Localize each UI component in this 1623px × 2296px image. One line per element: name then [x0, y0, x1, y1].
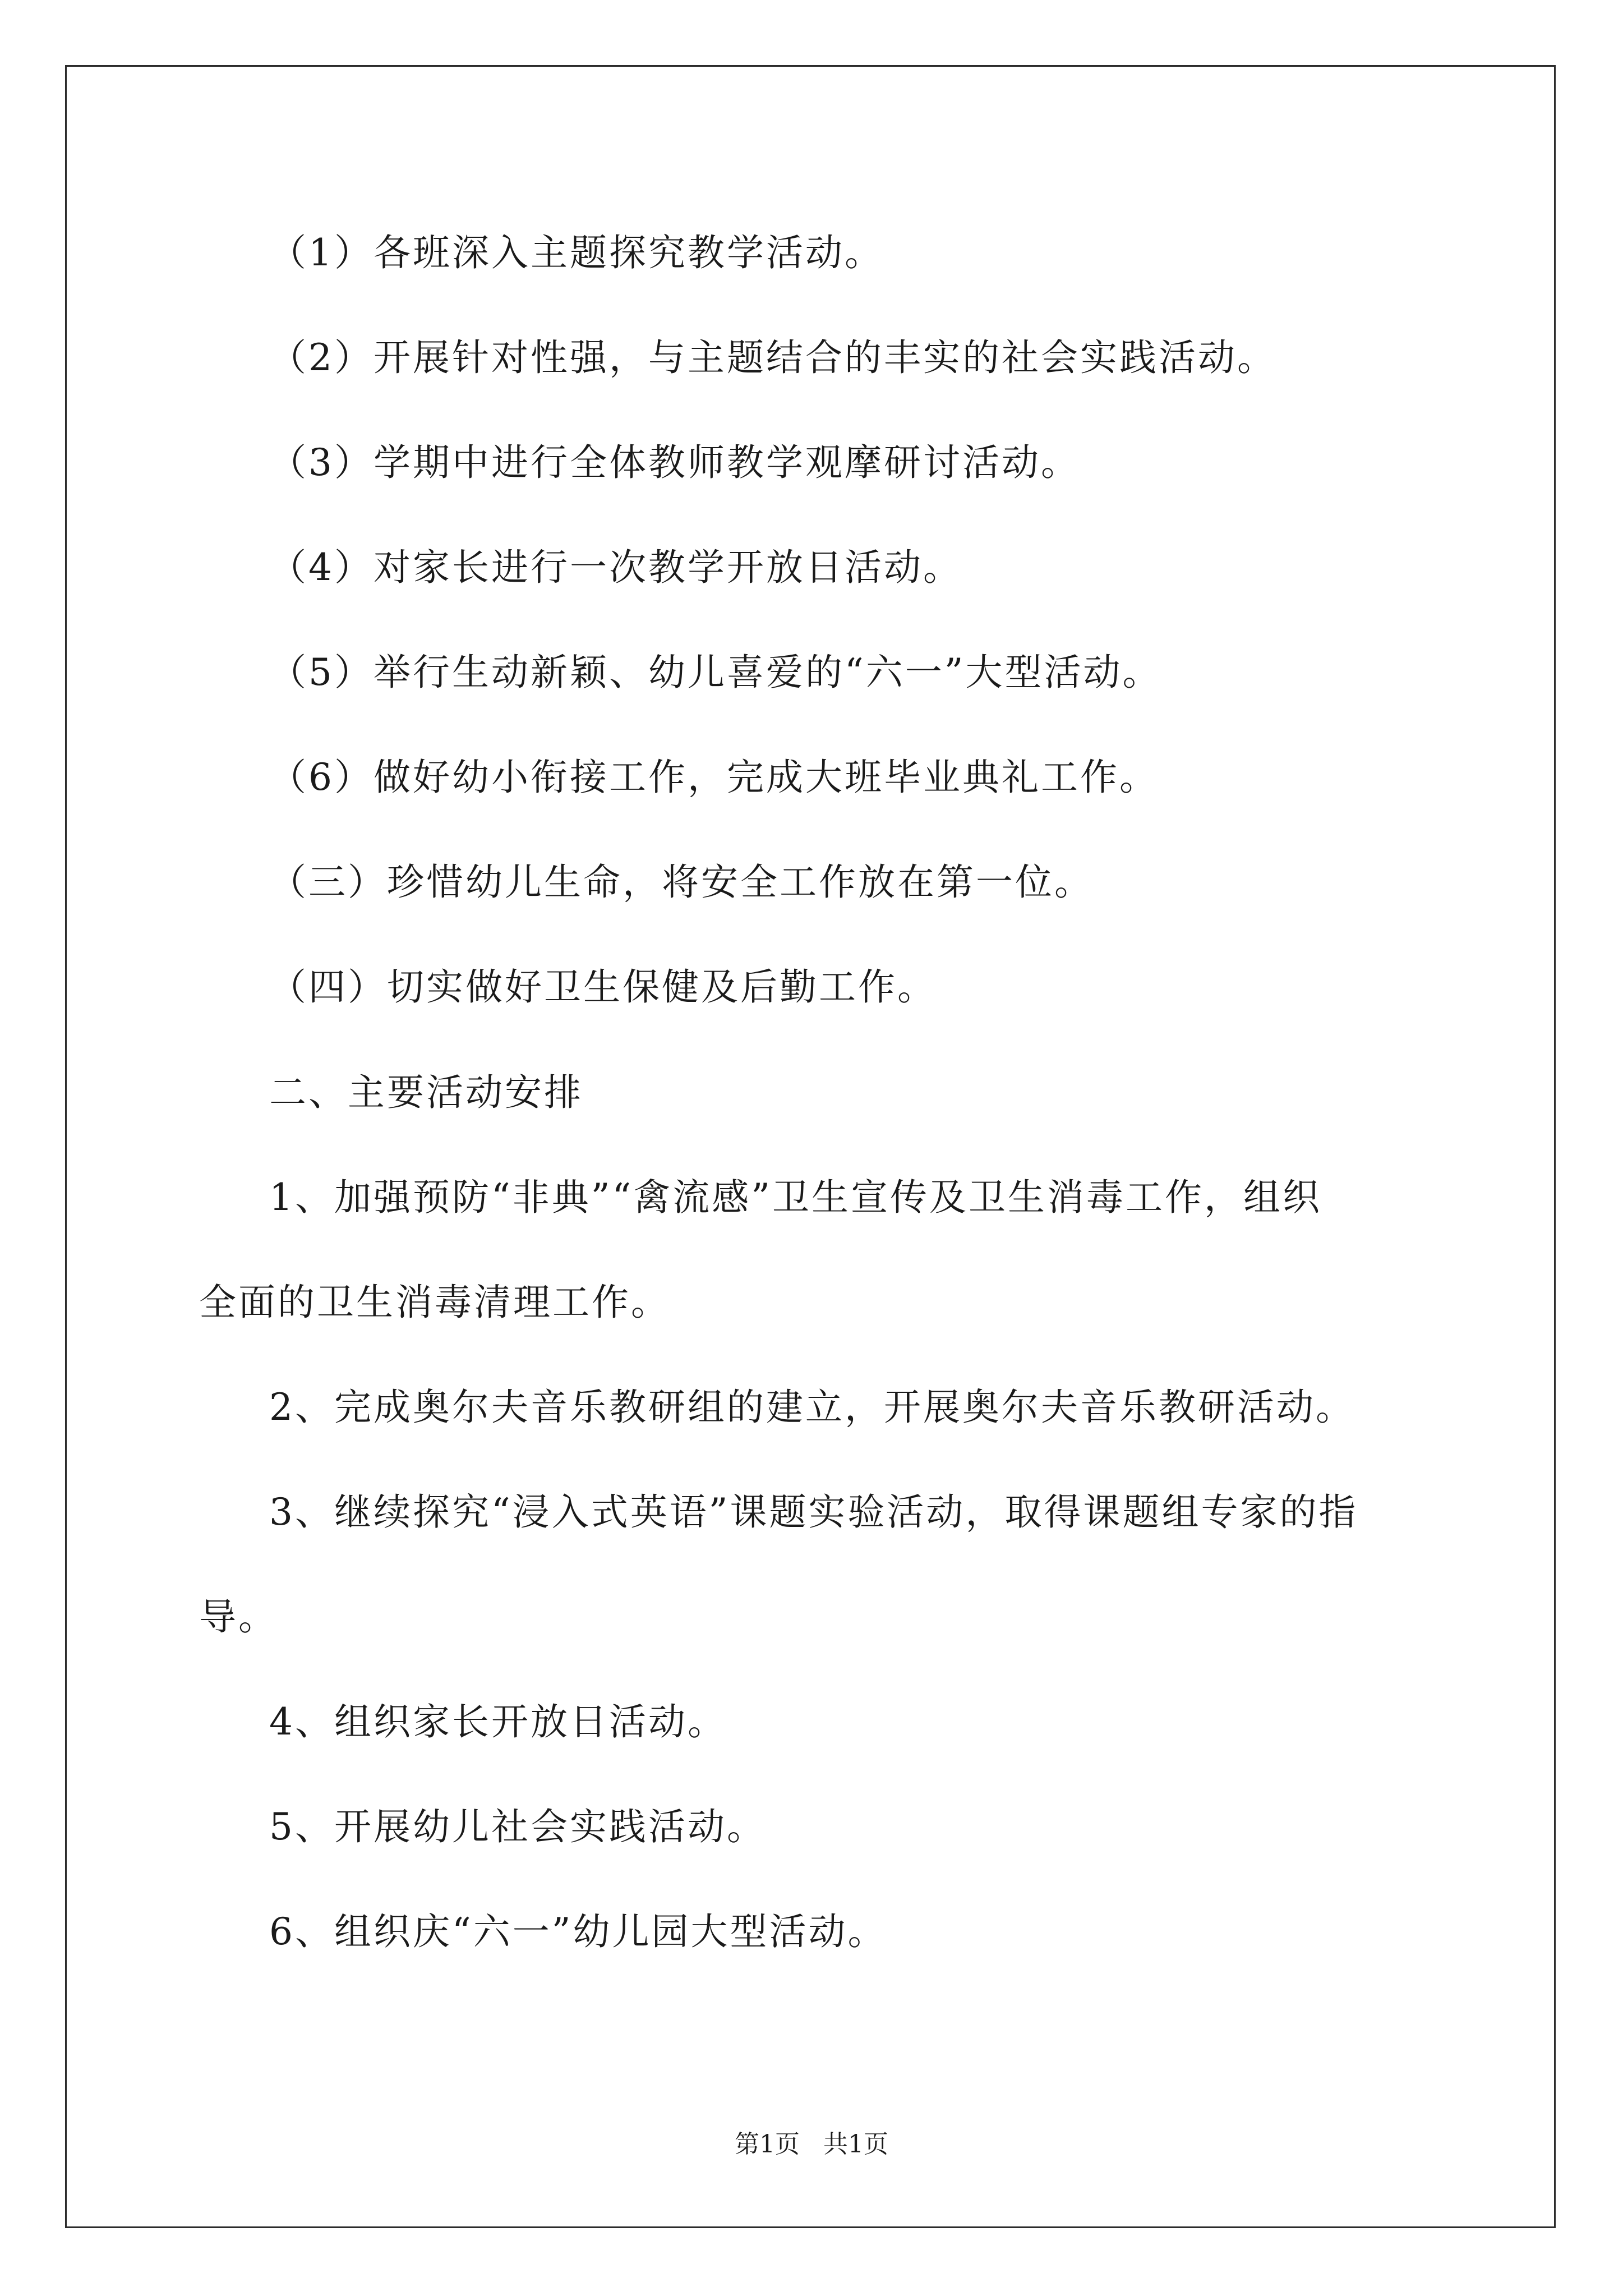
page-total: 共1页 — [823, 2130, 888, 2159]
activity-1-line-1: 1、加强预防“非典”“禽流感”卫生宣传及卫生消毒工作，组织 — [269, 1176, 1322, 1219]
item-5: （5）举行生动新颖、幼儿喜爱的“六一”大型活动。 — [269, 651, 1162, 694]
item-2: （2）开展针对性强，与主题结合的丰实的社会实践活动。 — [269, 336, 1276, 379]
activity-3-line-1: 3、继续探究“浸入式英语”课题实验活动，取得课题组专家的指 — [269, 1490, 1358, 1534]
page-number: 第1页 — [735, 2130, 800, 2159]
activity-4: 4、组织家长开放日活动。 — [269, 1700, 727, 1743]
item-6: （6）做好幼小衔接工作，完成大班毕业典礼工作。 — [269, 756, 1159, 799]
item-3: （3）学期中进行全体教师教学观摩研讨活动。 — [269, 441, 1080, 484]
item-safety: （三）珍惜幼儿生命，将安全工作放在第一位。 — [269, 861, 1094, 904]
section-heading: 二、主要活动安排 — [269, 1071, 583, 1114]
page-frame — [65, 65, 1556, 2228]
page-footer — [0, 2132, 1623, 2157]
activity-5: 5、开展幼儿社会实践活动。 — [269, 1805, 766, 1848]
item-1: （1）各班深入主题探究教学活动。 — [269, 231, 884, 274]
activity-6: 6、组织庆“六一”幼儿园大型活动。 — [269, 1910, 887, 1953]
item-health: （四）切实做好卫生保健及后勤工作。 — [269, 965, 937, 1009]
item-4: （4）对家长进行一次教学开放日活动。 — [269, 546, 962, 589]
activity-2: 2、完成奥尔夫音乐教研组的建立，开展奥尔夫音乐教研活动。 — [269, 1386, 1355, 1429]
activity-1-line-2: 全面的卫生消毒清理工作。 — [199, 1281, 670, 1324]
activity-3-line-2: 导。 — [199, 1595, 278, 1639]
